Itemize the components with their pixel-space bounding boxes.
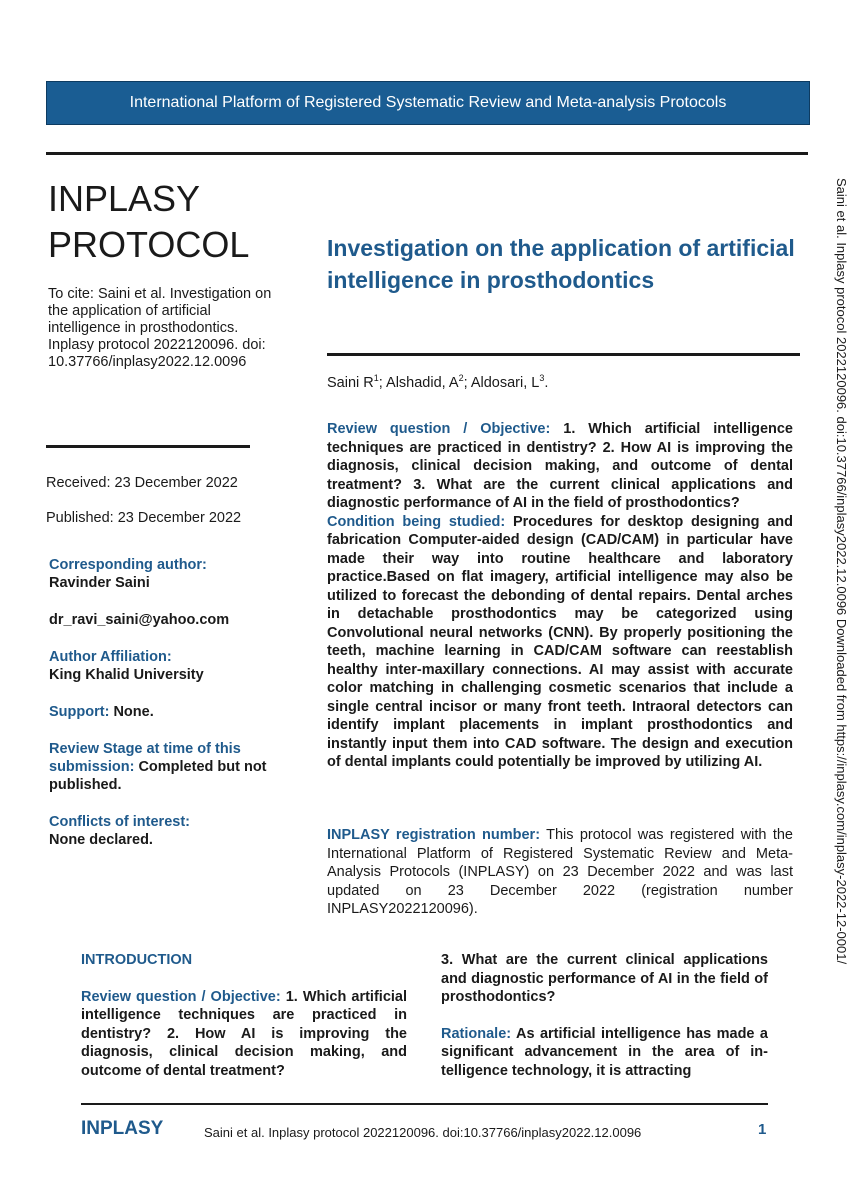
intro-rq-text-2: 3. What are the current clinical applications and diagnostic performance of AI in the field of prosthodontics? (441, 952, 768, 1005)
affil-label: Author Affiliation: (49, 649, 172, 665)
corr-name: Ravinder Saini (49, 575, 150, 591)
author-1-sup: 1 (373, 373, 379, 383)
corr-email[interactable]: dr_ravi_saini@yahoo.com (49, 612, 230, 628)
rationale-text: As artificial intelligence has made a significant advancement in the area of in-telligence technology, it is attracting (441, 1025, 768, 1079)
platform-banner: International Platform of Registered Systematic Review and Meta-analysis Protocols (46, 81, 810, 125)
author-2-sup: 2 (458, 373, 464, 383)
title-rule (327, 353, 800, 356)
registration-label: INPLASY registration number: (327, 827, 541, 843)
doc-type-line2: PROTOCOL (48, 224, 250, 265)
intro-column-1 (81, 951, 407, 1080)
author-list (327, 373, 548, 391)
intro-rq-text-1: 1. Which artificial intelligence techniques are practiced in dentistry? 2. How AI is improving the diagnosis, clinical decision making, and outcome of dental treatment? (81, 988, 408, 1079)
author-3-sup: 3 (539, 373, 545, 383)
footer-brand: INPLASY (81, 1118, 164, 1139)
doc-type-heading (48, 176, 249, 268)
conflicts-value: None declared. (49, 832, 153, 848)
intro-rq-label: Review question / Objective: (81, 988, 281, 1005)
abstract-cond-text: Procedures for desktop designing and fabrication Computer-aided design (CAD/CAM) in particular have made their way into routine healthcare and laboratory practice.Based on flat imagery, artificial intelligence may also be utilized to forecast the debonding of dental repairs. Dental arches in detachable prosthodontics may be categorized using Convolutional neural networks (CNN). By properly positioning the teeth, machine learning in CAD/CAM software can reestablish healthy inter-maxillary connections. AI may assist with accurate color matching in challenging cosmetic scenarios that include a single central incisor or many front teeth. Intraoral detectors can identify implant placements in implant prosthodontics and instantly input them into CAD software. The design and execution of dental implants could potentially be improved by utilizing AI. (327, 513, 793, 770)
abstract (327, 420, 793, 772)
abstract-cond-label: Condition being studied: (327, 513, 506, 530)
registration-text: This protocol was registered with the International Platform of Registered Systematic Review and Meta-Analysis Protocols (INPLASY) on 23 December 2022 and was last updated on 23 December 2022 (registration number INPLASY2022120096). (327, 827, 793, 917)
corr-label: Corresponding author: (49, 557, 207, 573)
page-number: 1 (758, 1121, 767, 1138)
intro-column-2 (441, 951, 768, 1080)
abstract-rq-label: Review question / Objective: (327, 421, 551, 437)
author-1: Saini R (327, 374, 374, 391)
abstract-review-question (327, 420, 793, 513)
footer-citation: Saini et al. Inplasy protocol 2022120096. doi:10.37766/inplasy2022.12.0096 (204, 1125, 642, 1140)
corresponding-author (49, 556, 274, 592)
support-value: None. (113, 704, 154, 720)
dates-block (46, 474, 241, 544)
stage-label: Review Stage at time of this submission: (49, 741, 241, 775)
top-rule (46, 152, 808, 155)
intro-review-question (81, 988, 407, 1081)
support (49, 703, 274, 721)
meta-block (49, 556, 274, 868)
abstract-condition (327, 513, 793, 772)
intro-rationale (441, 1025, 768, 1081)
paper-title: Investigation on the application of artificial intelligence in prosthodontics (327, 235, 795, 293)
support-label: Support: (49, 704, 110, 720)
conflicts-label: Conflicts of interest: (49, 814, 190, 830)
stage-value: Completed but not published. (49, 759, 267, 793)
affil-value: King Khalid University (49, 667, 204, 683)
rationale-label: Rationale: (441, 1025, 512, 1042)
review-stage (49, 740, 274, 794)
registration-block (327, 826, 793, 919)
author-affiliation (49, 648, 274, 684)
author-3: ; Aldosari, L (463, 374, 540, 391)
published-date: Published: 23 December 2022 (46, 510, 242, 526)
citation-block: To cite: Saini et al. Investigation on the application of artificial intelligence in prosthodontics. Inplasy protocol 2022120096. doi: 10.37766/inplasy2022.12.0096 (48, 286, 272, 370)
left-rule (46, 445, 250, 448)
author-2: ; Alshadid, A (378, 374, 459, 391)
footer-rule (81, 1103, 768, 1105)
intro-heading: INTRODUCTION (81, 952, 193, 968)
abstract-rq-text: 1. Which artificial intelligence techniques are practiced in dentistry? 2. How AI is improving the diagnosis, clinical decision making, and outcome of dental treatment? 3. What are the current clinical applications and diagnostic performance of AI in the field of prosthodontics? (327, 421, 793, 511)
received-date: Received: 23 December 2022 (46, 475, 238, 491)
side-download-note: Saini et al. Inplasy protocol 2022120096. doi:10.37766/inplasy2022.12.0096 Downloaded from https://inplasy.com/inplasy-2022-12-0001/ (834, 178, 849, 965)
conflicts (49, 813, 274, 849)
doc-type-line1: INPLASY (48, 178, 201, 219)
author-end: . (544, 374, 549, 391)
